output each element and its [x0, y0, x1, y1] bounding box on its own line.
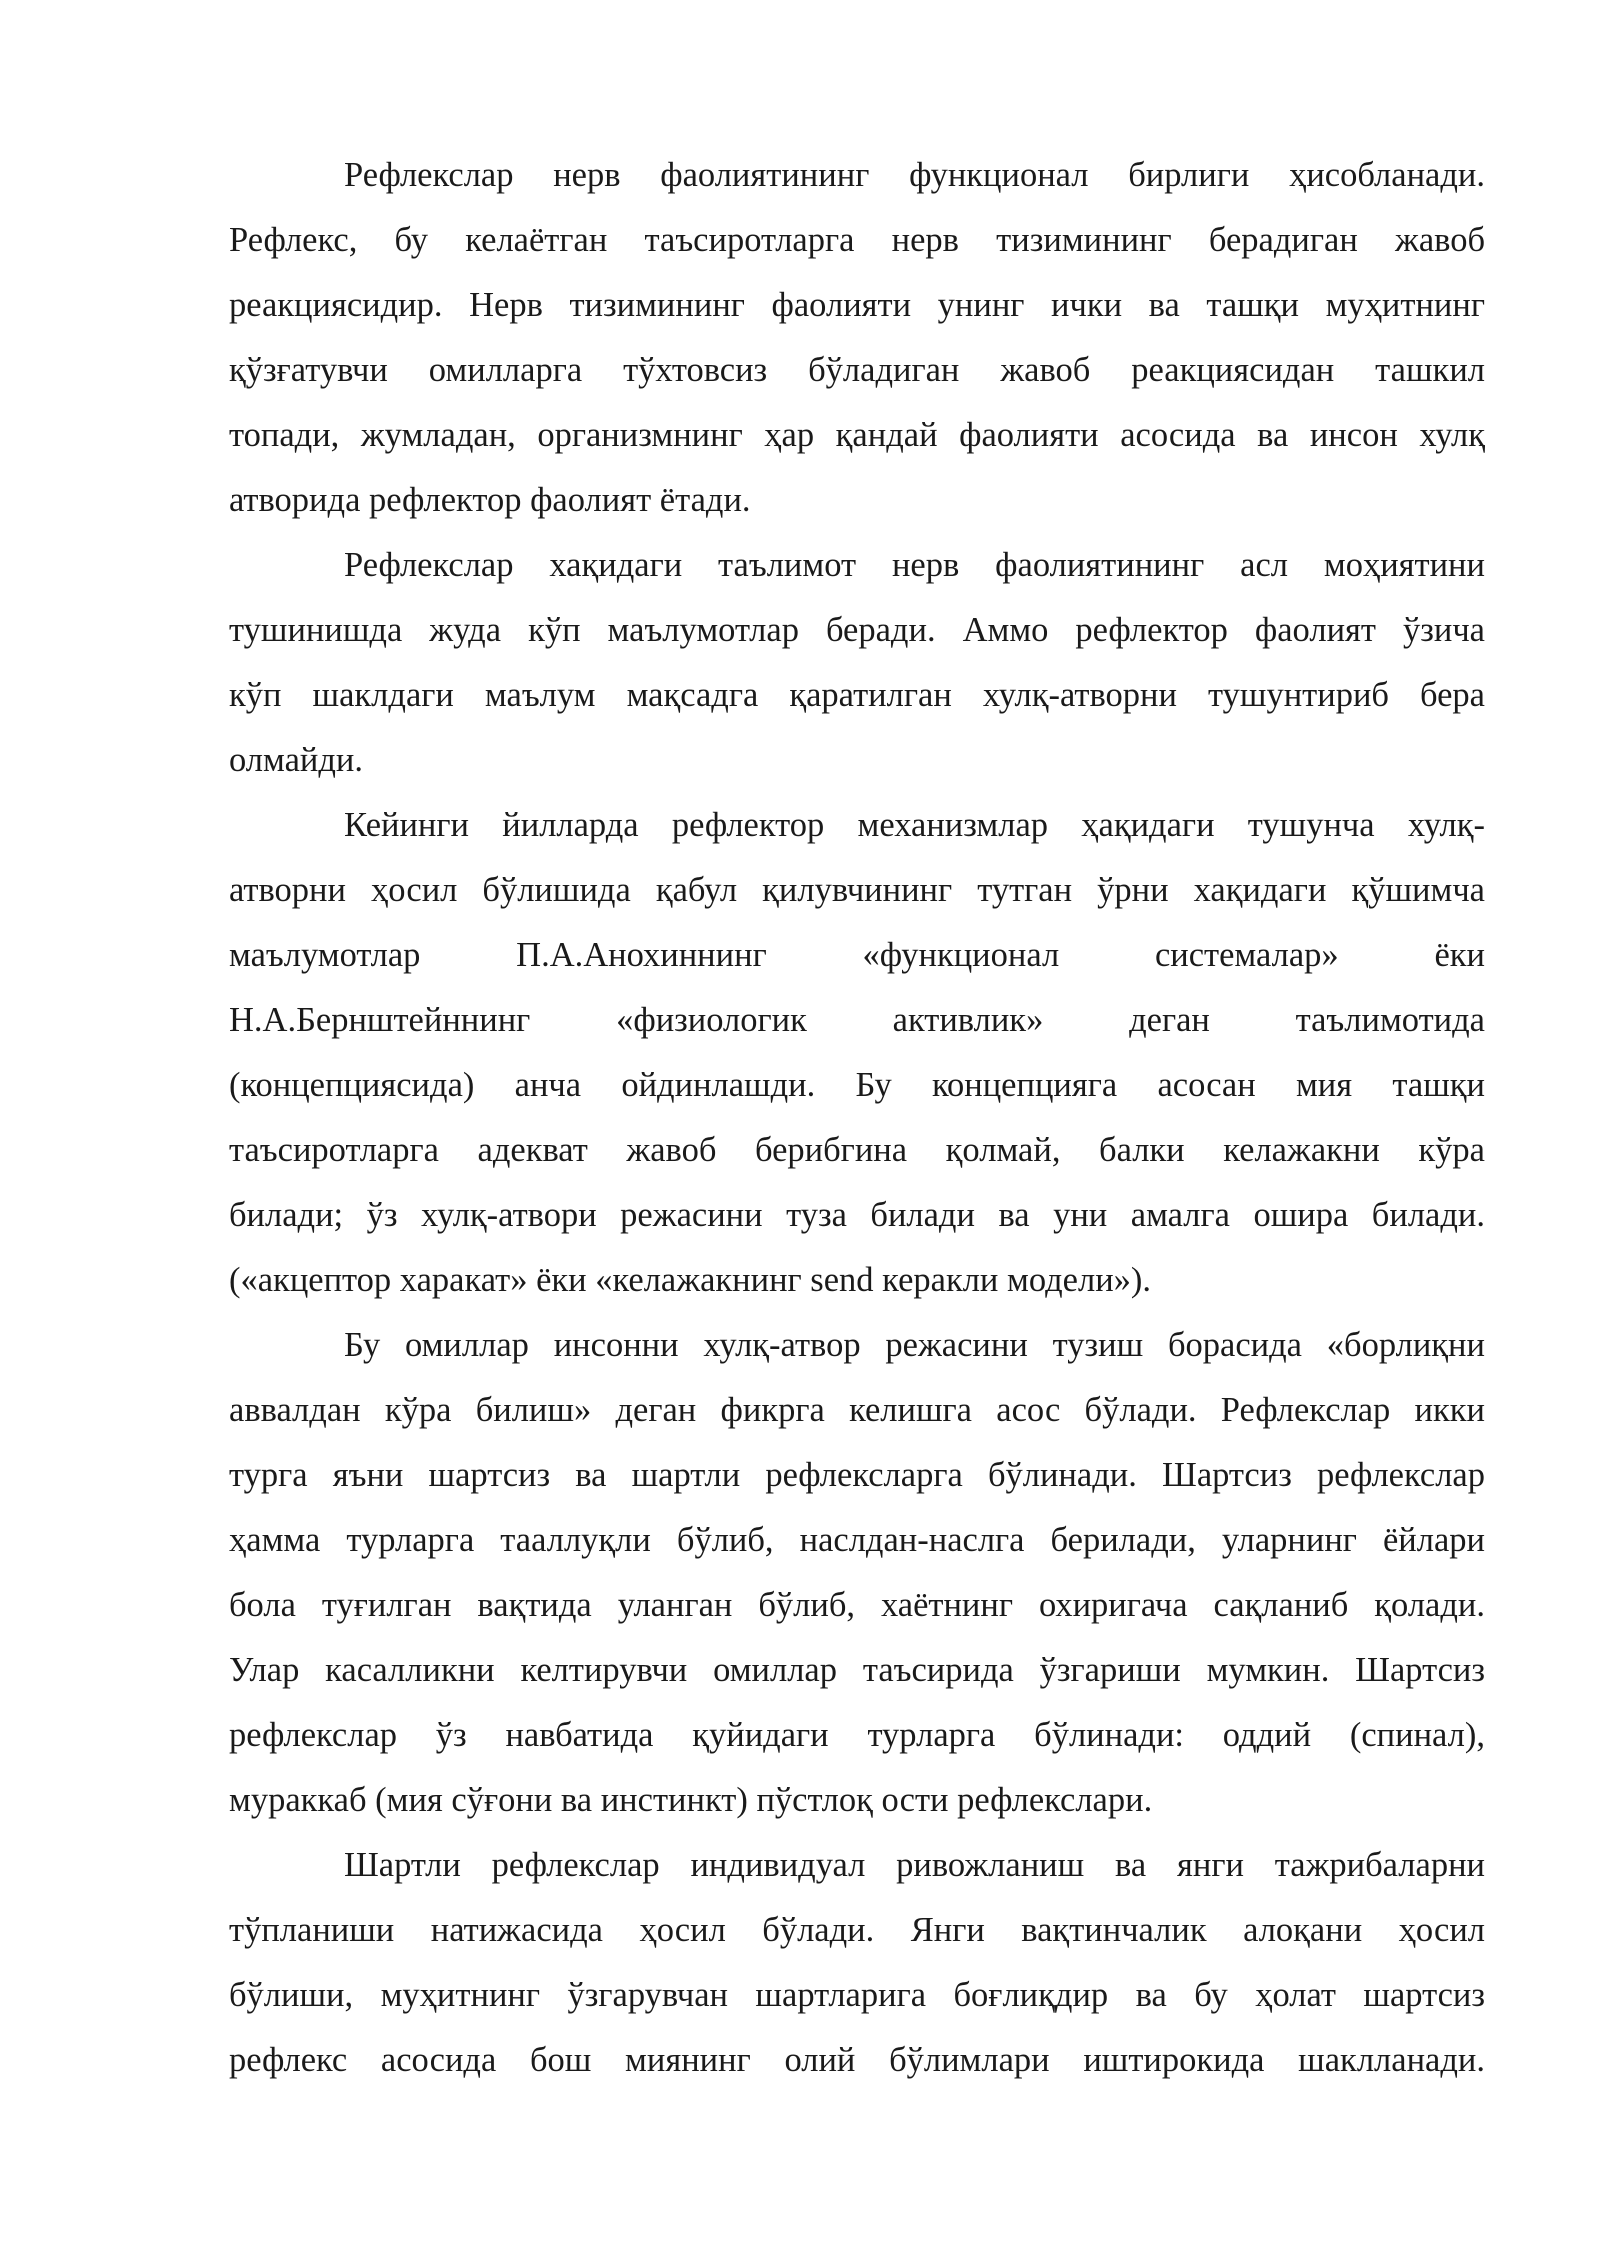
document-body — [229, 150, 1485, 2100]
paragraph-reflex-types — [229, 1320, 1485, 1840]
text-line: атворни ҳосил бўлишида қабул қилувчининг тутган ўрни хақидаги қўшимча — [229, 871, 1485, 909]
paragraph-reflex-theory — [229, 540, 1485, 800]
paragraph-recent-concepts — [229, 800, 1485, 1320]
text-line: Рефлекс, бу келаётган таъсиротларга нерв тизимининг берадиган жавоб — [229, 221, 1485, 259]
text-line: Бу омиллар инсонни хулқ-атвор режасини тузиш борасида «борлиқни — [344, 1326, 1485, 1364]
text-line: Рефлекслар нерв фаолиятининг функционал бирлиги ҳисобланади. — [344, 156, 1485, 194]
text-line: маълумотлар П.А.Анохиннинг «функционал системалар» ёки — [229, 936, 1485, 974]
text-line: реакциясидир. Нерв тизимининг фаолияти унинг ички ва ташқи муҳитнинг — [229, 286, 1485, 324]
text-line: Улар касалликни келтирувчи омиллар таъсирида ўзгариши мумкин. Шартсиз — [229, 1651, 1485, 1689]
text-line: Рефлекслар хақидаги таълимот нерв фаолиятининг асл моҳиятини — [344, 546, 1485, 584]
text-line: (концепциясида) анча ойдинлашди. Бу концепцияга асосан мия ташқи — [229, 1066, 1485, 1104]
text-line: ҳамма турларга тааллуқли бўлиб, наслдан-наслга берилади, уларнинг ёйлари — [229, 1521, 1485, 1559]
text-line: бола туғилган вақтида уланган бўлиб, хаётнинг охиригача сақланиб қолади. — [229, 1586, 1485, 1624]
text-line: Кейинги йилларда рефлектор механизмлар ҳақидаги тушунча хулқ- — [344, 806, 1485, 844]
text-line: қўзғатувчи омилларга тўхтовсиз бўладиган жавоб реакциясидан ташкил — [229, 351, 1485, 389]
text-line: билади; ўз хулқ-атвори режасини туза билади ва уни амалга ошира билади. — [229, 1196, 1485, 1234]
paragraph-conditioned-reflexes — [229, 1840, 1485, 2100]
text-line: олмайди. — [229, 741, 364, 779]
text-line: атворида рефлектор фаолият ётади. — [229, 481, 751, 519]
text-line: аввалдан кўра билиш» деган фикрга келишга асос бўлади. Рефлекслар икки — [229, 1391, 1485, 1429]
text-line: рефлекс асосида бош миянинг олий бўлимлари иштирокида шаклланади. — [229, 2041, 1485, 2079]
text-line: Шартли рефлекслар индивидуал ривожланиш ва янги тажрибаларни — [344, 1846, 1485, 1884]
text-line: кўп шаклдаги маълум мақсадга қаратилган хулқ-атворни тушунтириб бера — [229, 676, 1485, 714]
text-line: бўлиши, муҳитнинг ўзгарувчан шартларига боғлиқдир ва бу ҳолат шартсиз — [229, 1976, 1485, 2014]
text-line: топади, жумладан, организмнинг ҳар қандай фаолияти асосида ва инсон хулқ — [229, 416, 1485, 454]
text-line: таъсиротларга адекват жавоб берибгина қолмай, балки келажакни кўра — [229, 1131, 1485, 1169]
text-line: Н.А.Бернштейннинг «физиологик активлик» деган таълимотида — [229, 1001, 1485, 1039]
text-line: мураккаб (мия сўғони ва инстинкт) пўстлоқ ости рефлекслари. — [229, 1781, 1153, 1819]
paragraph-reflexes-definition — [229, 150, 1485, 540]
text-line: турга яъни шартсиз ва шартли рефлексларга бўлинади. Шартсиз рефлекслар — [229, 1456, 1485, 1494]
text-line: рефлекслар ўз навбатида қуйидаги турларга бўлинади: оддий (спинал), — [229, 1716, 1485, 1754]
text-line: тўпланиши натижасида ҳосил бўлади. Янги вақтинчалик алоқани ҳосил — [229, 1911, 1485, 1949]
text-line: («акцептор харакат» ёки «келажакнинг send керакли модели»). — [229, 1261, 1152, 1299]
text-line: тушинишда жуда кўп маълумотлар беради. Аммо рефлектор фаолият ўзича — [229, 611, 1485, 649]
